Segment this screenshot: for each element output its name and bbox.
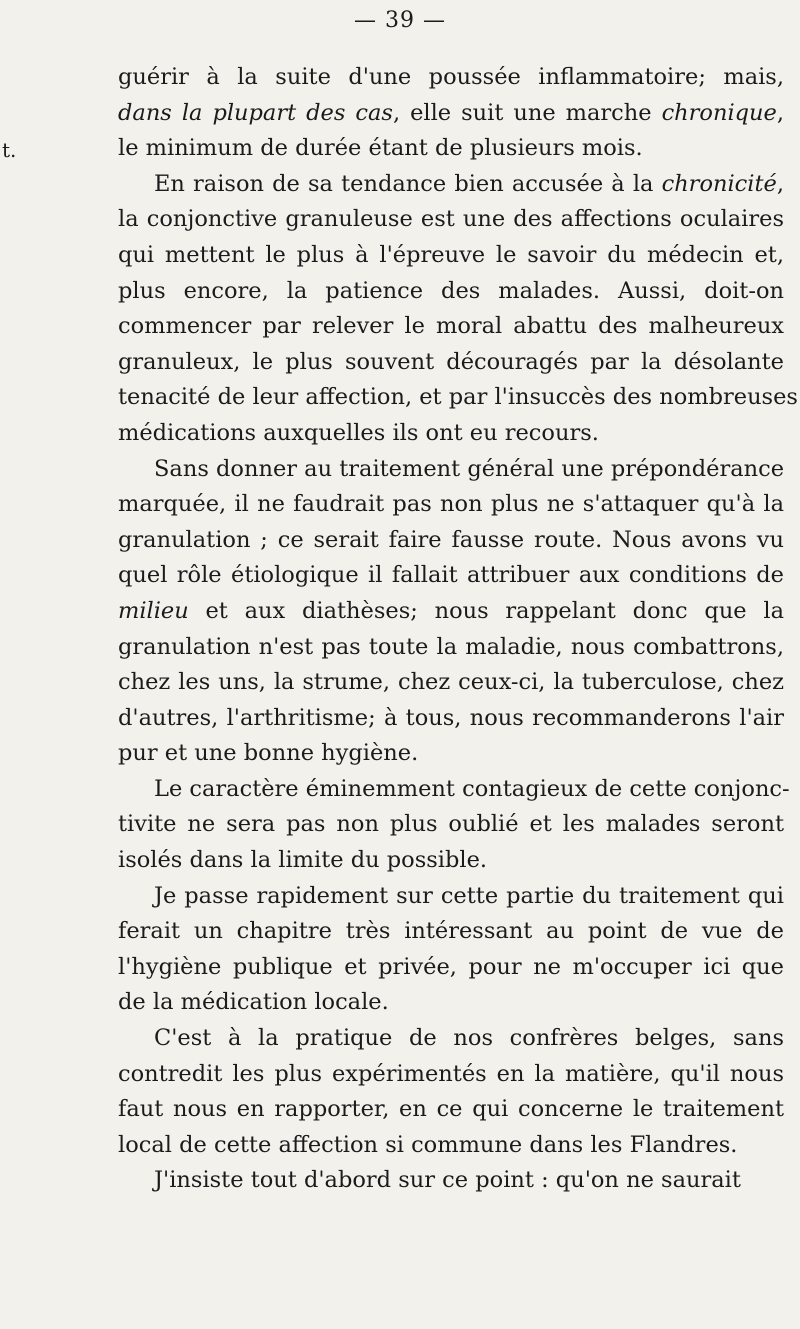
text-line [118,985,784,1021]
text-line [118,523,784,559]
text-run: ferait un chapitre très intéressant au point de vue de [118,918,784,945]
text-line [118,60,784,96]
text-run: , [776,99,785,126]
paragraph-start-line [118,167,784,203]
text-line [118,950,784,986]
text-run: tivite ne sera pas non plus oublié et les malades seront [118,811,784,838]
text-line [118,1128,784,1164]
text-run: isolés dans la limite du possible. [118,847,488,874]
text-run: le minimum de durée étant de plusieurs mois. [118,135,643,162]
text-line [118,807,784,843]
text-run: médications auxquelles ils ont eu recours. [118,419,599,446]
text-run: qui mettent le plus à l'épreuve le savoir du médecin et, [118,241,784,268]
text-line [118,843,784,879]
text-run: la conjonctive granuleuse est une des affections oculaires [118,206,784,233]
text-run: chez les uns, la strume, chez ceux-ci, la tuberculose, chez [118,669,784,696]
text-line [118,914,784,950]
text-run: Le caractère éminemment contagieux de cette conjonc- [154,775,790,802]
text-line [118,1092,784,1128]
paragraph-start-line [118,879,784,915]
paragraph-start-line [118,1163,784,1199]
text-run: J'insiste tout d'abord sur ce point : qu'on ne saurait [154,1167,741,1194]
text-run: granulation n'est pas toute la maladie, nous combattrons, [118,633,784,660]
text-run: , elle suit une marche [392,99,662,126]
text-run: guérir à la suite d'une poussée inflammatoire; mais, [118,64,784,90]
text-line [118,131,784,167]
italic-run: chronique [661,99,777,126]
text-line [118,558,784,594]
text-run: Je passe rapidement sur cette partie du traitement qui [154,882,784,909]
text-run: Sans donner au traitement général une prépondérance [154,455,785,482]
text-line [118,202,784,238]
text-run: d'autres, l'arthritisme; à tous, nous recommanderons l'air [118,704,784,731]
paragraph-start-line [118,772,790,808]
text-run: marquée, il ne faudrait pas non plus ne s'attaquer qu'à la [118,491,784,518]
text-line [118,416,784,452]
text-run: tenacité de leur affection, et par l'insuccès des nombreuses [118,384,798,411]
paragraph-start-line [118,1021,784,1057]
text-line [118,630,784,666]
text-line [118,274,784,310]
text-line [118,665,784,701]
italic-run: dans la plupart des cas [118,99,393,126]
text-line [118,238,784,274]
text-line [118,594,784,630]
text-run: commencer par relever le moral abattu des malheureux [118,313,784,340]
text-run: quel rôle étiologique il fallait attribuer aux conditions de [118,562,784,589]
text-run: C'est à la pratique de nos confrères belges, sans [154,1025,784,1052]
text-run: l'hygiène publique et privée, pour ne m'occuper ici que [118,953,784,980]
text-run: plus encore, la patience des malades. Aussi, doit-on [118,277,784,304]
paragraph-start-line [118,452,784,488]
text-line [118,736,784,772]
text-line [118,345,784,381]
text-line [118,96,784,132]
text-run: de la médication locale. [118,989,389,1016]
italic-run: milieu [118,597,189,624]
text-run: local de cette affection si commune dans les Flandres. [118,1131,738,1158]
page-number: — 39 — [354,8,446,33]
text-run: contredit les plus expérimentés en la matière, qu'il nous [118,1060,784,1087]
text-line [118,701,784,737]
text-run: faut nous en rapporter, en ce qui concerne le traitement [118,1096,784,1123]
margin-mark: t. [2,138,17,162]
body-text [118,60,798,1199]
text-run: granulation ; ce serait faire fausse route. Nous avons vu [118,526,784,553]
italic-run: chronicité [661,170,777,197]
text-line [118,309,784,345]
text-line [118,487,784,523]
text-run: granuleux, le plus souvent découragés par la désolante [118,348,784,375]
text-run: En raison de sa tendance bien accusée à la [154,170,662,197]
text-line [118,380,798,416]
text-run: pur et une bonne hygiène. [118,740,419,767]
text-line [118,1057,784,1093]
text-run: , [776,170,784,197]
text-run: et aux diathèses; nous rappelant donc que la [188,597,784,624]
